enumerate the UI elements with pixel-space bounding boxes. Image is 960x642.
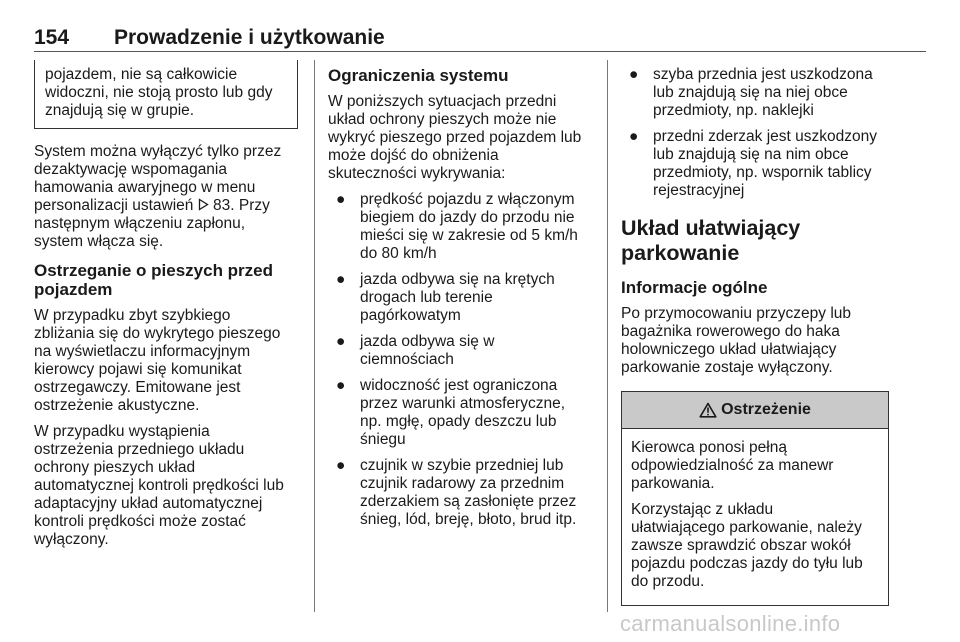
paragraph-text: . Przy następnym włączeniu zapłonu, system włącza się. [34, 197, 270, 250]
column-divider-2 [607, 60, 608, 612]
page-title: Prowadzenie i użytkowanie [114, 26, 385, 49]
heading-system-limitations: Ograniczenia systemu [328, 66, 509, 85]
list-item-text: jazda odbywa się w ciemnościach [360, 333, 495, 368]
subheading-general-info: Informacje ogólne [621, 278, 768, 297]
list-item-text: prędkość pojazdu z włączonym biegiem do jazdy do przodu nie mieści się w zakresie od 5 km/h do 80 km/h [360, 191, 578, 262]
list-item-text: jazda odbywa się na krętych drogach lub terenie pagórkowatym [360, 271, 555, 324]
watermark-text: carmanualsonline.info [620, 611, 841, 636]
list-item-text: przedni zderzak jest uszkodzony lub znajdują się na nim obce przedmioty, np. wspornik tablicy rejestracyjnej [653, 128, 878, 199]
list-item [621, 66, 889, 120]
paragraph-cruise-control: W przypadku wystąpienia ostrzeżenia przedniego układu ochrony pieszych układ automatycznej kontroli prędkości lub adaptacyjny układ automatycznej kontroli prędkości może zostać wyłączony. [34, 423, 284, 548]
page-reference-number[interactable]: 83 [213, 197, 231, 214]
limitations-list [328, 191, 596, 529]
list-item-text: czujnik w szybie przedniej lub czujnik radarowy za przednim zderzakiem są zasłonięte przez śnieg, lód, breję, błoto, brud itp. [360, 457, 577, 528]
paragraph-limitations-intro: W poniższych sytuacjach przedni układ ochrony pieszych może nie wykryć pieszego przed pojazdem lub może dojść do obniżenia skuteczności wykrywania: [328, 93, 582, 182]
bullet-icon: ● [336, 191, 346, 208]
list-item-text: szyba przednia jest uszkodzona lub znajdują się na niej obce przedmioty, np. naklejki [653, 66, 873, 119]
paragraph-text: System można wyłączyć tylko przez dezaktywację wspomagania hamowania awaryjnego w menu personalizacji ustawień [34, 143, 282, 214]
heading-pedestrian-warning: Ostrzeganie o pieszych przed pojazdem [34, 261, 274, 299]
paragraph-warning-display: W przypadku zbyt szybkiego zbliżania się do wykrytego pieszego na wyświetlaczu informacyjnym kierowcy pojawi się komunikat ostrzegawczy. Emitowane jest ostrzeżenie akustyczne. [34, 307, 281, 414]
page-reference-icon [198, 198, 209, 211]
column-2 [328, 60, 596, 537]
list-item [328, 457, 596, 529]
warning-paragraph: Kierowca ponosi pełną odpowiedzialność za manewr parkowania. [631, 439, 834, 492]
page-number: 154 [34, 26, 70, 49]
continued-info-box: pojazdem, nie są całkowicie widoczni, nie stoją prosto lub gdy znajdują się w grupie. [34, 60, 298, 129]
paragraph-deactivation [34, 143, 298, 251]
column-1 [34, 60, 298, 557]
list-item [328, 191, 596, 263]
header-rule [34, 51, 926, 52]
warning-paragraph: Korzystając z układu ułatwiającego parkowanie, należy zawsze sprawdzić obszar wokół pojazdu podczas jazdy do tyłu lub do przodu. [631, 501, 863, 590]
list-item [328, 271, 596, 325]
list-item [621, 128, 889, 200]
page-header [34, 26, 926, 52]
limitations-list-continued [621, 66, 889, 200]
paragraph-parking-disabled: Po przymocowaniu przyczepy lub bagażnika rowerowego do haka holowniczego układ ułatwiający parkowanie zostaje wyłączony. [621, 305, 852, 376]
bullet-icon: ● [336, 457, 346, 474]
bullet-icon: ● [629, 66, 639, 83]
column-divider-1 [314, 60, 315, 612]
warning-header [622, 392, 888, 429]
bullet-icon: ● [336, 333, 346, 350]
list-item [328, 333, 596, 369]
list-item-text: widoczność jest ograniczona przez warunki atmosferyczne, np. mgłę, opady deszczu lub śniegu [360, 377, 566, 448]
warning-box [621, 391, 889, 606]
bullet-icon: ● [336, 271, 346, 288]
bullet-icon: ● [629, 128, 639, 145]
warning-title: Ostrzeżenie [721, 401, 811, 418]
section-heading-parking-assist: Układ ułatwiający parkowanie [621, 216, 801, 265]
warning-triangle-icon [699, 402, 717, 418]
bullet-icon: ● [336, 377, 346, 394]
list-item [328, 377, 596, 449]
column-3 [621, 60, 889, 606]
warning-body [622, 429, 888, 605]
